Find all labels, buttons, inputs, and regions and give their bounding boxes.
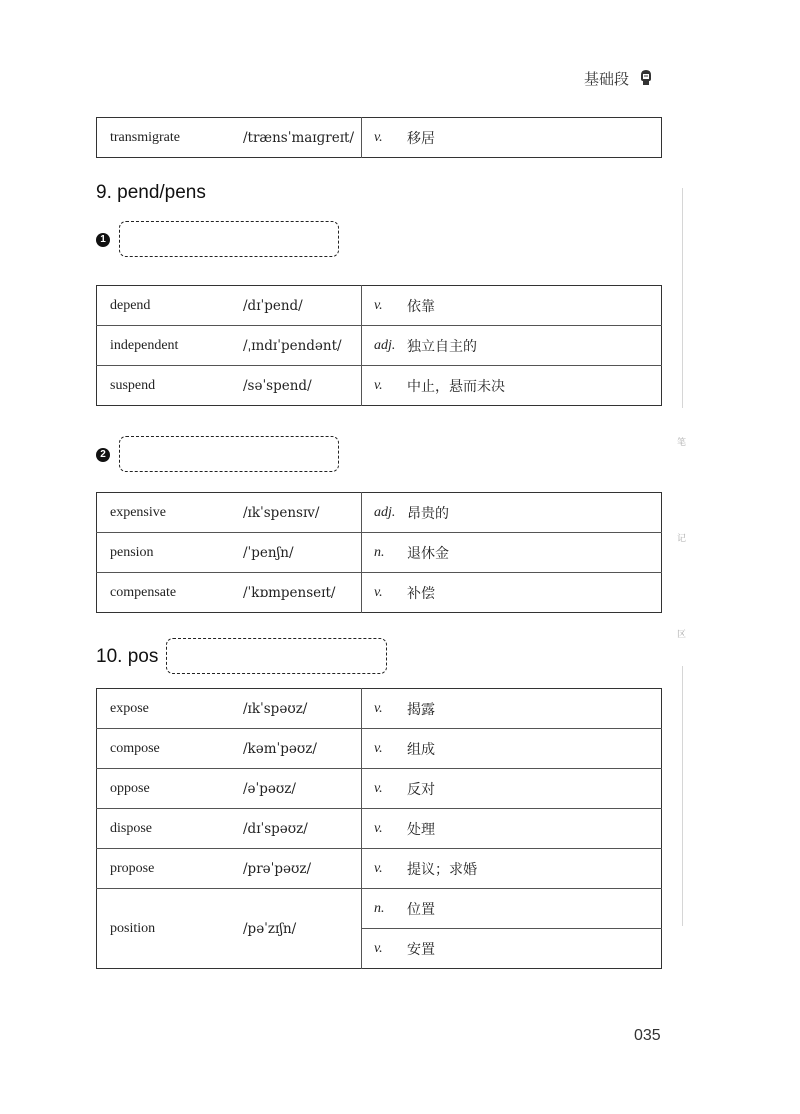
part-of-speech: v.: [362, 929, 408, 969]
margin-char-3: 区: [677, 630, 687, 640]
phonetic: /ɪkˈspəʊz/: [243, 689, 362, 729]
margin-char-1: 笔: [677, 438, 687, 448]
vocab-table-pos: [96, 688, 662, 969]
part-of-speech: v.: [362, 769, 408, 809]
note-box-1[interactable]: [119, 221, 339, 257]
part-of-speech: v.: [374, 129, 383, 145]
phonetic: /dɪˈpend/: [243, 286, 362, 326]
part-of-speech: adj.: [374, 504, 396, 520]
word: suspend: [97, 366, 244, 406]
meaning: 安置: [407, 929, 662, 969]
phonetic: /dɪˈspəʊz/: [243, 809, 362, 849]
book-head-icon: [639, 69, 653, 87]
section-title-9: 9. pend/pens: [96, 182, 206, 203]
phonetic: /pəˈzɪʃn/: [243, 889, 362, 969]
phonetic: /səˈspend/: [243, 366, 362, 406]
meaning: 处理: [407, 809, 662, 849]
word: independent: [97, 326, 244, 366]
table-row: [97, 533, 662, 573]
part-of-speech: v.: [362, 366, 408, 406]
word: expose: [110, 700, 149, 716]
phonetic: /ˈpenʃn/: [243, 533, 362, 573]
meaning: 移居: [407, 130, 435, 147]
meaning: 组成: [407, 729, 662, 769]
part-of-speech: v.: [362, 573, 408, 613]
margin-rule-top: [682, 188, 683, 408]
word: pension: [97, 533, 244, 573]
word: compensate: [97, 573, 244, 613]
meaning: 独立自主的: [407, 326, 662, 366]
group-number-1: 1: [96, 233, 110, 247]
table-row: [97, 573, 662, 613]
note-box-2[interactable]: [119, 436, 339, 472]
part-of-speech: v.: [362, 729, 408, 769]
meaning: 位置: [407, 889, 662, 929]
table-row: [97, 118, 662, 158]
word: depend: [110, 297, 151, 313]
table-row: [97, 809, 662, 849]
part-of-speech: v.: [362, 809, 408, 849]
phonetic: /əˈpəʊz/: [243, 769, 362, 809]
phonetic: /ˈkɒmpenseɪt/: [243, 573, 362, 613]
phonetic: /ɪkˈspensɪv/: [243, 493, 362, 533]
phonetic: /prəˈpəʊz/: [243, 849, 362, 889]
meaning: 反对: [407, 769, 662, 809]
word: expensive: [110, 504, 166, 520]
table-row: [97, 286, 662, 326]
table-row: [97, 769, 662, 809]
section-title-10: 10. pos: [96, 646, 159, 667]
word: oppose: [97, 769, 244, 809]
table-row: [97, 493, 662, 533]
vocab-table-pend-1: [96, 285, 662, 406]
phonetic: /trænsˈmaɪɡreɪt/: [243, 118, 362, 158]
note-box-3[interactable]: [166, 638, 387, 674]
meaning: 昂贵的: [407, 505, 449, 522]
section-label: 基础段: [584, 69, 630, 88]
meaning: 补偿: [407, 573, 662, 613]
part-of-speech: v.: [374, 700, 383, 716]
meaning: 中止，悬而未决: [407, 366, 662, 406]
table-row: [97, 729, 662, 769]
group-number-2: 2: [96, 448, 110, 462]
table-row: [97, 326, 662, 366]
margin-rule-bottom: [682, 666, 683, 926]
part-of-speech: adj.: [362, 326, 408, 366]
meaning: 依靠: [407, 298, 435, 315]
word: compose: [97, 729, 244, 769]
part-of-speech: n.: [362, 533, 408, 573]
margin-char-2: 记: [677, 534, 687, 544]
running-header: [584, 66, 653, 90]
table-row: [97, 889, 662, 929]
word: position: [97, 889, 244, 969]
vocab-table-pend-2: [96, 492, 662, 613]
part-of-speech: v.: [374, 297, 383, 313]
word: dispose: [97, 809, 244, 849]
table-row: [97, 689, 662, 729]
meaning: 揭露: [407, 701, 435, 718]
page-number: 035: [634, 1027, 661, 1044]
part-of-speech: v.: [362, 849, 408, 889]
table-row: [97, 366, 662, 406]
word: transmigrate: [110, 129, 180, 145]
table-row: [97, 849, 662, 889]
meaning: 退休金: [407, 533, 662, 573]
part-of-speech: n.: [362, 889, 408, 929]
phonetic: /ˌɪndɪˈpendənt/: [243, 326, 362, 366]
meaning: 提议；求婚: [407, 849, 662, 889]
phonetic: /kəmˈpəʊz/: [243, 729, 362, 769]
word: propose: [97, 849, 244, 889]
vocab-table-top: [96, 117, 662, 158]
